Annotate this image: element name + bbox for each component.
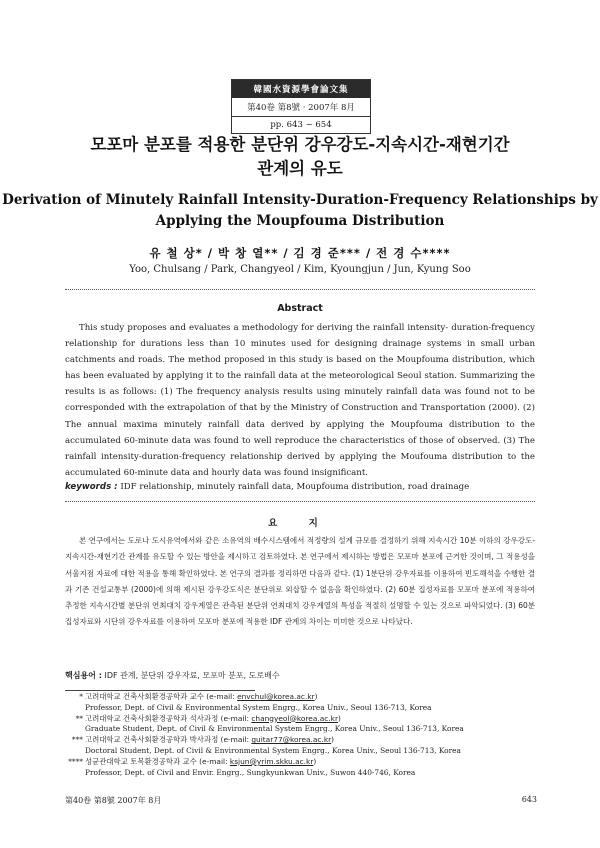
footnote-mark: **** (68, 756, 83, 766)
footnote-paren: ) (331, 735, 335, 745)
korean-keywords-text: IDF 관계, 분단위 강우자료, 모포마 분포, 도로배수 (104, 671, 280, 680)
footnote-affiliation-ko: 고려대학교 건축사회환경공학과 박사과정 (e-mail: (85, 735, 252, 745)
footnote-affiliation-ko: 성균관대학교 토목환경공학과 교수 (e-mail: (85, 756, 230, 766)
footnote-affiliation-ko: 고려대학교 건축사회환경공학과 교수 (e-mail: (85, 692, 238, 701)
footnote-affiliation-en: Doctoral Student, Dept. of Civil & Environmental System Engrg., Korea Univ., Seoul 136-713, Korea (85, 745, 461, 755)
footnote-affiliation-en: Professor, Dept. of Civil & Environmental System Engrg., Korea Univ., Seoul 136-713, Korea (85, 702, 432, 712)
footnote-mark: *** (71, 735, 83, 745)
english-title-line: Applying the Moupfouma Distribution (155, 213, 445, 229)
footnote-affiliation-ko: 고려대학교 건축사회환경공학과 석사과정 (e-mail: (85, 713, 252, 723)
english-title-line: Derivation of Minutely Rainfall Intensity-Duration-Frequency Relationships by (2, 192, 598, 208)
footnote-item (65, 757, 535, 779)
korean-abstract-body: 본 연구에서는 도로나 도시유역에서와 같은 소유역의 배수시스템에서 적정량의 설계 규모를 결정하기 위해 지속시간 10분 이하의 강우강도-지속시간-재현기간 관계를 유도할 수 있는 방안을 제시하고 검토하였다. 본 연구에서 제시하는 방법은 모포마 분포에 근거한 것이며, 그 적용성을 서울지점 자료에 대한 적용을 통해 확인하였다. 본 연구의 결과를 정리하면 다음과 같다. (1) 1분단위 강우자료를 이용하여 빈도해석을 수행한 결과 기존 건설교통부 (2000)에 의해 제시된 강우강도식은 분단위로 외삽할 수 없음을 확인하였다. (2) 60분 집성자료를 모포마 분포에 적용하여 추정한 지속시간별 분단위 연최대치 강우계열은 관측된 분단위 연최대치 강우계열의 특성을 적절히 설명할 수 있는 것으로 파악되었다. (3) 60분 집성자료와 시단위 강우자료를 이용하여 모포마 분포에 적용한 IDF 관계의 차이는 미미한 것으로 나타났다. (65, 536, 535, 627)
korean-title-line: 관계의 유도 (257, 159, 343, 178)
footnote-email-link[interactable]: changyeol@korea.ac.kr (251, 713, 338, 723)
footnote-divider (65, 690, 255, 691)
korean-keywords-line (65, 670, 535, 681)
authors-korean: 유 철 상* / 박 창 열** / 김 경 준*** / 전 경 수**** (149, 246, 451, 260)
keywords-label: keywords : (65, 482, 118, 492)
footer-issue: 第40卷 第8號 2007年 8月 (65, 796, 162, 805)
footnotes (65, 692, 535, 778)
footnote-email-link[interactable]: ksjun@yrim.skku.ac.kr (229, 756, 314, 766)
footnote-paren: ) (313, 756, 317, 766)
authors-english: Yoo, Chulsang / Park, Changyeol / Kim, Kyoungjun / Jun, Kyung Soo (129, 264, 471, 275)
journal-pages: pp. 643 ~ 654 (270, 120, 332, 130)
footnote-affiliation-en: Professor, Dept. of Civil and Envir. Engrg., Sungkyunkwan Univ., Suwon 440-746, Korea (85, 767, 416, 777)
korean-title-line: 모포마 분포를 적용한 분단위 강우강도-지속시간-재현기간 (90, 135, 510, 154)
footnote-paren: ) (337, 713, 341, 723)
journal-volume: 第40卷 第8號 · 2007年 8月 (232, 98, 370, 117)
page-number: 643 (521, 795, 537, 804)
footnote-paren: ) (314, 692, 318, 701)
journal-name: 韓國水資源學會論文集 (232, 80, 370, 98)
abstract-body: This study proposes and evaluates a methodology for deriving the rainfall intensity- duration-frequency relationship for durations less than 10 minutes used for designing drainage systems in small urban catchments and roads. The method proposed in this study is based on the Moupfouma distribution, which has been evaluated by applying it to the rainfall data at the meteorological Seoul station. Summarizing the results is as follows: (1) The frequency analysis results using minutely rainfall data was found not to be corresponded with the extrapolation of that by the Ministry of Construction and Transportation (2000). (2) The annual maxima minutely rainfall data derived by applying the Moupfouma distribution to the accumulated 60-minute data was found to well reproduce the characteristics of those of observed. (3) The rainfall intensity-duration-frequency relationship derived by applying the Moufouma distribution to the accumulated 60-minute data and hourly data was found insignificant. (65, 323, 535, 478)
english-title (0, 190, 600, 232)
footnote-item (65, 714, 535, 736)
korean-abstract-heading: 요 지 (268, 518, 332, 529)
divider-middle (65, 501, 535, 502)
journal-header-box (231, 79, 371, 134)
footnote-affiliation-en: Graduate Student, Dept. of Civil & Environmental System Engrg., Korea Univ., Seoul 136-713, Korea (85, 724, 464, 734)
footnote-item (65, 692, 535, 714)
keywords-text: IDF relationship, minutely rainfall data, Moupfouma distribution, road drainage (120, 482, 470, 492)
footnote-email-link[interactable]: envchul@korea.ac.kr (237, 692, 315, 701)
keywords-line (65, 482, 535, 492)
footnote-email-link[interactable]: guitar77@korea.ac.kr (251, 735, 332, 745)
footnote-mark: * (79, 692, 83, 701)
footnote-item (65, 735, 535, 757)
footnote-mark: ** (75, 713, 83, 723)
korean-title (0, 133, 600, 181)
abstract-heading: Abstract (277, 303, 323, 314)
korean-keywords-label: 핵심용어 : (65, 671, 102, 680)
divider-top (65, 289, 535, 290)
